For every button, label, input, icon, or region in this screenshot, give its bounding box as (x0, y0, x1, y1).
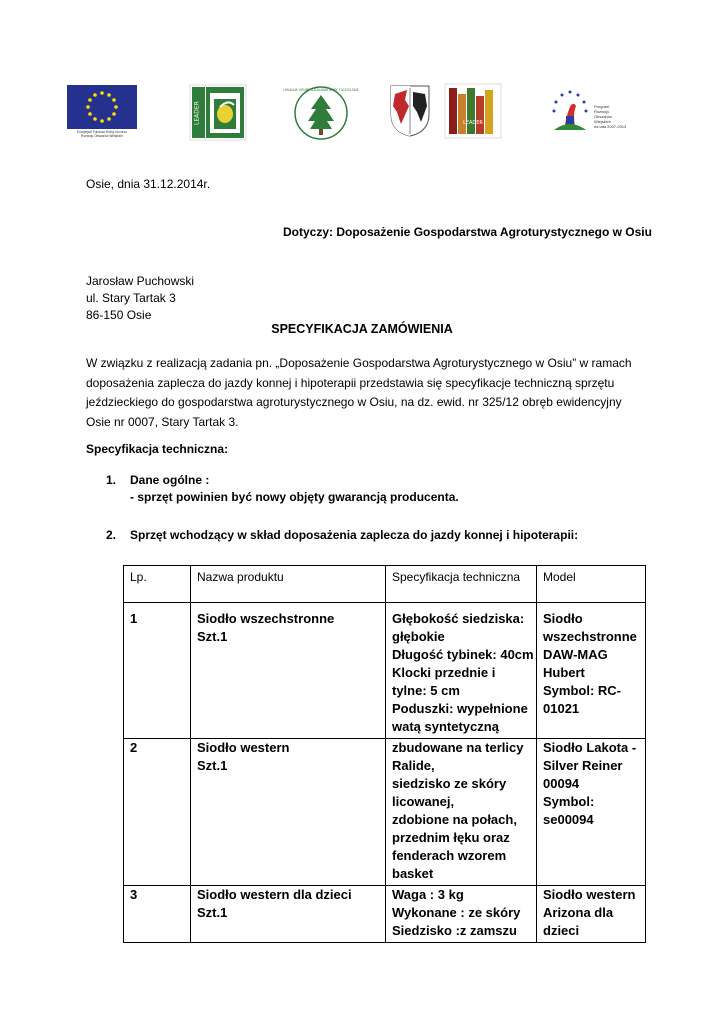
prow-caption: Program Rozwoju Obszarów Wiejskich na lata 2007-2013 (594, 104, 627, 129)
cell-model: Siodło western Arizona dla dzieci (537, 886, 646, 943)
cell-name: Siodło western Szt.1 (191, 739, 386, 886)
list-number: 2. (106, 528, 117, 542)
leader-logo (190, 85, 246, 140)
lgd-bory-tucholskie-logo (283, 85, 359, 141)
cell-lp: 3 (124, 886, 191, 943)
leader-logo-text: LEADER (193, 101, 201, 125)
list-subtext: - sprzęt powinien być nowy objęty gwarancją producenta. (130, 490, 459, 504)
recipient-address (86, 273, 194, 324)
list-item-general (106, 472, 459, 506)
cell-model: Siodło wszechstronne DAW-MAG Hubert Symbol: RC- 01021 (537, 603, 646, 739)
cell-spec: zbudowane na terlicy Ralide, siedzisko ze skóry licowanej, zdobione na połach, przednim łęku oraz fenderach wzorem basket (386, 739, 537, 886)
table-header-row (124, 566, 646, 603)
header-lp: Lp. (124, 566, 191, 603)
table-row (124, 886, 646, 943)
spec-heading: Specyfikacja techniczna: (86, 442, 229, 456)
cell-spec: Głębokość siedziska: głębokie Długość tybinek: 40cm Klocki przednie i tylne: 5 cm Poduszki: wypełnione watą syntetyczną (386, 603, 537, 739)
table-row (124, 739, 646, 886)
list-text: Dane ogólne : (130, 473, 210, 487)
cell-lp: 2 (124, 739, 191, 886)
intro-paragraph: W związku z realizacją zadania pn. „Doposażenie Gospodarstwa Agroturystycznego w Osiu” w ramach doposażenia zaplecza do jazdy konnej i hipoterapii przedstawia się specyfikacje techniczną sprzętu jeździeckiego do gospodarstwa agroturystycznego w Osiu, na dz. ewid. nr 325/12 obręb ewidencyjny Osie nr 0007, Stary Tartak 3. (86, 356, 632, 429)
header-model: Model (537, 566, 646, 603)
eu-flag-logo (67, 85, 137, 143)
header-product-name: Nazwa produktu (191, 566, 386, 603)
list-text: Sprzęt wchodzący w skład doposażenia zaplecza do jazdy konnej i hipoterapii: (130, 528, 579, 542)
cell-name: Siodło wszechstronne Szt.1 (191, 603, 386, 739)
subject-line: Dotyczy: Doposażenie Gospodarstwa Agroturystycznego w Osiu (283, 225, 652, 239)
address-street: ul. Stary Tartak 3 (86, 291, 176, 305)
document-title: SPECYFIKACJA ZAMÓWIENIA (271, 322, 453, 336)
header-technical-spec: Specyfikacja techniczna (386, 566, 537, 603)
lgd2-logo-text: LEADER (463, 120, 483, 126)
lgd-leader-logo (445, 84, 501, 138)
date-line: Osie, dnia 31.12.2014r. (86, 177, 211, 191)
lgd-logo-text: LOKALNA GRUPA DZIAŁANIA BORY TUCHOLSKIE (283, 88, 359, 92)
eu-flag-icon (67, 85, 137, 129)
equipment-table (123, 565, 646, 943)
cell-lp: 1 (124, 603, 191, 739)
address-name: Jarosław Puchowski (86, 274, 195, 288)
list-number: 1. (106, 473, 117, 487)
cell-name: Siodło western dla dzieci Szt.1 (191, 886, 386, 943)
list-item-equipment (106, 527, 578, 544)
table-row (124, 603, 646, 739)
address-city: 86-150 Osie (86, 308, 152, 322)
cell-model: Siodło Lakota - Silver Reiner 00094 Symbol: se00094 (537, 739, 646, 886)
eu-caption: Europejski Fundusz Rolny na rzecz Rozwoju Obszarów Wiejskich (77, 130, 127, 138)
cell-spec: Waga : 3 kg Wykonane : ze skóry Siedzisko :z zamszu (386, 886, 537, 943)
coat-of-arms-logo (389, 84, 431, 138)
prow-logo (546, 86, 636, 140)
